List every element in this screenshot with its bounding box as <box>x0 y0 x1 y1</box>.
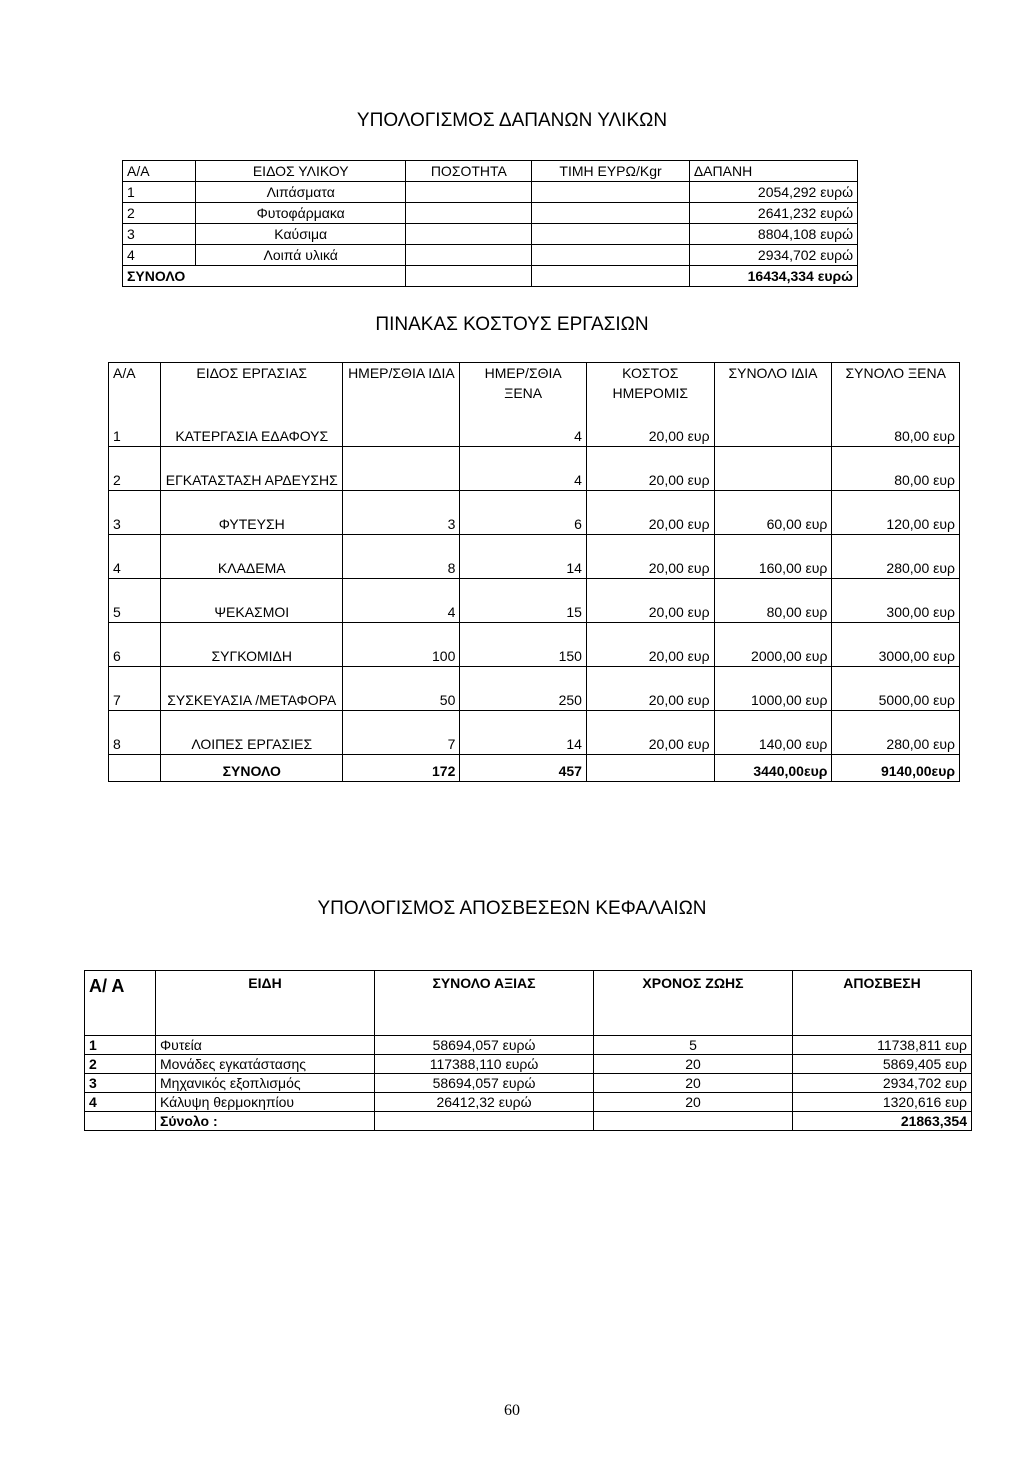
total-value: 16434,334 ευρώ <box>689 266 857 287</box>
labor-title: ΠΙΝΑΚΑΣ ΚΟΣΤΟΥΣ ΕΡΓΑΣΙΩΝ <box>375 314 649 335</box>
row-daily-cost: 20,00 ευρ <box>586 711 714 755</box>
col-header-value: ΣΥΝΟΛΟ ΑΞΙΑΣ <box>375 971 594 1036</box>
table-row <box>123 224 858 245</box>
table-row <box>109 535 960 579</box>
row-task: ΚΑΤΕΡΓΑΣΙΑ ΕΔΑΦΟΥΣ <box>161 403 343 447</box>
col-header-total-hired: ΣΥΝΟΛΟ ΞΕΝΑ <box>832 363 960 404</box>
row-item: Λοιπά υλικά <box>195 245 405 266</box>
row-total-own: 2000,00 ευρ <box>714 623 832 667</box>
row-own-days <box>343 447 460 491</box>
table-row <box>109 403 960 447</box>
row-total-hired: 280,00 ευρ <box>832 711 960 755</box>
row-dep: 1320,616 ευρ <box>793 1093 972 1112</box>
row-hired-days: 15 <box>460 579 587 623</box>
col-header-item: ΕΙΔΗ <box>156 971 375 1036</box>
row-value: 58694,057 ευρώ <box>375 1036 594 1055</box>
col-header-no: Α/Α <box>109 363 161 404</box>
row-total-own: 140,00 ευρ <box>714 711 832 755</box>
row-no: 2 <box>109 447 161 491</box>
row-life: 20 <box>594 1055 793 1074</box>
row-hired-days: 4 <box>460 447 587 491</box>
row-task: ΛΟΙΠΕΣ ΕΡΓΑΣΙΕΣ <box>161 711 343 755</box>
row-hired-days: 4 <box>460 403 587 447</box>
total-empty <box>109 755 161 782</box>
col-header-hired-days: ΗΜΕΡ/ΣΘΙΑ ΞΕΝΑ <box>460 363 587 404</box>
row-cost: 2641,232 ευρώ <box>689 203 857 224</box>
row-dep: 11738,811 ευρ <box>793 1036 972 1055</box>
row-no: 3 <box>85 1074 156 1093</box>
row-task: ΣΥΓΚΟΜΙΔΗ <box>161 623 343 667</box>
row-own-days: 3 <box>343 491 460 535</box>
row-no: 4 <box>109 535 161 579</box>
total-empty <box>586 755 714 782</box>
row-no: 3 <box>109 491 161 535</box>
row-no: 1 <box>123 182 196 203</box>
row-total-hired: 5000,00 ευρ <box>832 667 960 711</box>
row-life: 20 <box>594 1074 793 1093</box>
row-item: Κάλυψη θερμοκηπίου <box>156 1093 375 1112</box>
row-daily-cost: 20,00 ευρ <box>586 667 714 711</box>
row-task: ΦΥΤΕΥΣΗ <box>161 491 343 535</box>
row-item: Φυτεία <box>156 1036 375 1055</box>
row-no: 4 <box>85 1093 156 1112</box>
table-row <box>109 711 960 755</box>
depreciation-total-row <box>85 1112 972 1131</box>
labor-total-row <box>109 755 960 782</box>
row-hired-days: 14 <box>460 535 587 579</box>
table-row <box>85 1074 972 1093</box>
row-total-hired: 280,00 ευρ <box>832 535 960 579</box>
row-item: Φυτοφάρμακα <box>195 203 405 224</box>
row-hired-days: 14 <box>460 711 587 755</box>
total-value: 21863,354 <box>793 1112 972 1131</box>
table-row <box>109 623 960 667</box>
row-daily-cost: 20,00 ευρ <box>586 535 714 579</box>
row-total-hired: 80,00 ευρ <box>832 447 960 491</box>
depreciation-title: ΥΠΟΛΟΓΙΣΜΟΣ ΑΠΟΣΒΕΣΕΩΝ ΚΕΦΑΛΑΙΩΝ <box>317 898 707 919</box>
total-own-days: 172 <box>343 755 460 782</box>
row-total-hired: 120,00 ευρ <box>832 491 960 535</box>
row-value: 58694,057 ευρώ <box>375 1074 594 1093</box>
total-label: ΣΥΝΟΛΟ <box>123 266 406 287</box>
table-row <box>109 579 960 623</box>
materials-title: ΥΠΟΛΟΓΙΣΜΟΣ ΔΑΠΑΝΩΝ ΥΛΙΚΩΝ <box>356 110 668 131</box>
row-no: 2 <box>85 1055 156 1074</box>
table-row <box>109 667 960 711</box>
row-total-hired: 300,00 ευρ <box>832 579 960 623</box>
table-row <box>109 447 960 491</box>
row-own-days: 100 <box>343 623 460 667</box>
table-row <box>123 203 858 224</box>
depreciation-header-row <box>85 971 972 1036</box>
row-task: ΣΥΣΚΕΥΑΣΙΑ /ΜΕΤΑΦΟΡΑ <box>161 667 343 711</box>
row-total-own <box>714 403 832 447</box>
row-total-own: 1000,00 ευρ <box>714 667 832 711</box>
row-no: 4 <box>123 245 196 266</box>
row-dep: 5869,405 ευρ <box>793 1055 972 1074</box>
total-hired: 9140,00ευρ <box>832 755 960 782</box>
total-hired-days: 457 <box>460 755 587 782</box>
row-no: 2 <box>123 203 196 224</box>
row-own-days: 4 <box>343 579 460 623</box>
table-row <box>123 245 858 266</box>
col-header-item: ΕΙΔΟΣ ΥΛΙΚΟΥ <box>195 161 405 182</box>
row-hired-days: 150 <box>460 623 587 667</box>
total-label: ΣΥΝΟΛΟ <box>161 755 343 782</box>
row-own-days: 8 <box>343 535 460 579</box>
row-daily-cost: 20,00 ευρ <box>586 491 714 535</box>
row-life: 20 <box>594 1093 793 1112</box>
row-cost: 2054,292 ευρώ <box>689 182 857 203</box>
table-row <box>85 1093 972 1112</box>
row-no: 3 <box>123 224 196 245</box>
row-item: Καύσιμα <box>195 224 405 245</box>
row-daily-cost: 20,00 ευρ <box>586 623 714 667</box>
row-total-own <box>714 447 832 491</box>
row-total-own: 80,00 ευρ <box>714 579 832 623</box>
col-header-life: ΧΡΟΝΟΣ ΖΩΗΣ <box>594 971 793 1036</box>
col-header-qty: ΠΟΣΟΤΗΤΑ <box>406 161 532 182</box>
col-header-no: Α/Α <box>123 161 196 182</box>
row-value: 117388,110 ευρώ <box>375 1055 594 1074</box>
row-item: Μηχανικός εξοπλισμός <box>156 1074 375 1093</box>
row-own-days: 50 <box>343 667 460 711</box>
row-total-own: 60,00 ευρ <box>714 491 832 535</box>
col-header-no: Α/ Α <box>85 971 156 1036</box>
row-cost: 8804,108 ευρώ <box>689 224 857 245</box>
col-header-task: ΕΙΔΟΣ ΕΡΓΑΣΙΑΣ <box>161 363 343 404</box>
row-own-days <box>343 403 460 447</box>
col-header-cost: ΔΑΠΑΝΗ <box>689 161 857 182</box>
row-task: ΕΓΚΑΤΑΣΤΑΣΗ ΑΡΔΕΥΣΗΣ <box>161 447 343 491</box>
row-no: 6 <box>109 623 161 667</box>
row-total-own: 160,00 ευρ <box>714 535 832 579</box>
col-header-total-own: ΣΥΝΟΛΟ ΙΔΙΑ <box>714 363 832 404</box>
row-daily-cost: 20,00 ευρ <box>586 403 714 447</box>
row-hired-days: 250 <box>460 667 587 711</box>
row-daily-cost: 20,00 ευρ <box>586 447 714 491</box>
col-header-daily-cost: ΚΟΣΤΟΣ ΗΜΕΡΟΜΙΣ <box>586 363 714 404</box>
row-total-hired: 3000,00 ευρ <box>832 623 960 667</box>
row-value: 26412,32 ευρώ <box>375 1093 594 1112</box>
table-row <box>123 182 858 203</box>
row-cost: 2934,702 ευρώ <box>689 245 857 266</box>
materials-header-row <box>123 161 858 182</box>
depreciation-table <box>84 970 972 1131</box>
col-header-price: ΤΙΜΗ ΕΥΡΩ/Kgr <box>532 161 690 182</box>
row-task: ΨΕΚΑΣΜΟΙ <box>161 579 343 623</box>
row-no: 5 <box>109 579 161 623</box>
row-daily-cost: 20,00 ευρ <box>586 579 714 623</box>
row-life: 5 <box>594 1036 793 1055</box>
row-item: Λιπάσματα <box>195 182 405 203</box>
table-row <box>109 491 960 535</box>
row-dep: 2934,702 ευρ <box>793 1074 972 1093</box>
row-task: ΚΛΑΔΕΜΑ <box>161 535 343 579</box>
materials-table <box>122 160 858 287</box>
col-header-dep: ΑΠΟΣΒΕΣΗ <box>793 971 972 1036</box>
total-label: Σύνολο : <box>156 1112 375 1131</box>
row-total-hired: 80,00 ευρ <box>832 403 960 447</box>
row-item: Μονάδες εγκατάστασης <box>156 1055 375 1074</box>
table-row <box>85 1055 972 1074</box>
row-no: 1 <box>85 1036 156 1055</box>
row-no: 7 <box>109 667 161 711</box>
row-no: 8 <box>109 711 161 755</box>
total-own: 3440,00ευρ <box>714 755 832 782</box>
col-header-own-days: ΗΜΕΡ/ΣΘΙΑ ΙΔΙΑ <box>343 363 460 404</box>
page-number: 60 <box>504 1402 520 1419</box>
labor-header-row <box>109 363 960 404</box>
table-row <box>85 1036 972 1055</box>
labor-table <box>108 362 960 782</box>
materials-total-row <box>123 266 858 287</box>
row-hired-days: 6 <box>460 491 587 535</box>
row-own-days: 7 <box>343 711 460 755</box>
row-no: 1 <box>109 403 161 447</box>
